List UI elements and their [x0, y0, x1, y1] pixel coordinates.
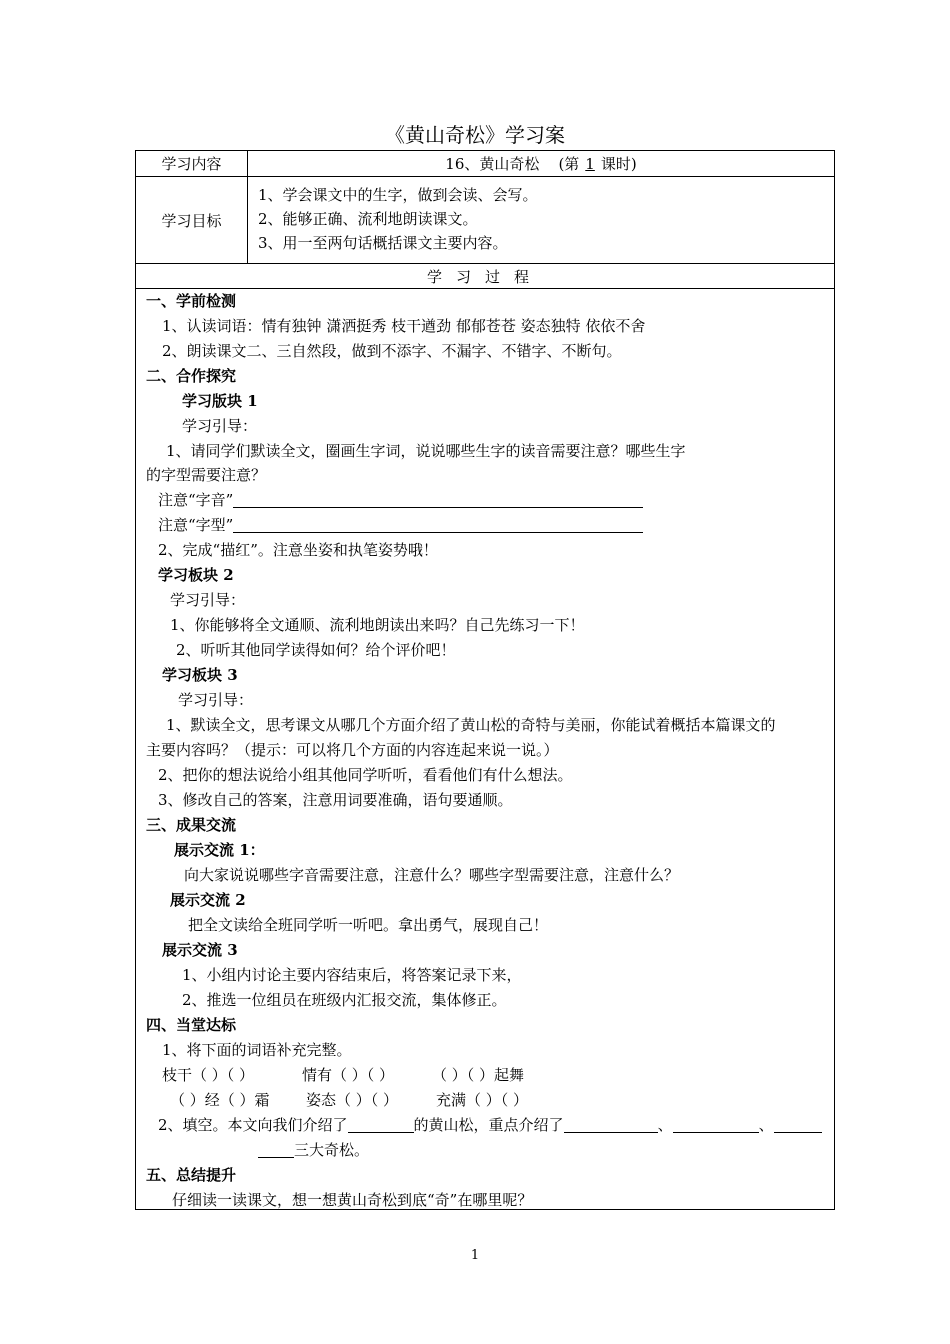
word-blank[interactable]: 充满（ ）（ ） — [436, 1091, 529, 1109]
exchange-title: 展示交流 3 — [162, 941, 238, 959]
note-shape-label: 注意“字型” — [158, 516, 234, 534]
word-blank[interactable]: （ ）（ ）起舞 — [432, 1066, 525, 1084]
text-line: 向大家说说哪些字音需要注意，注意什么？哪些字型需要注意，注意什么？ — [184, 866, 680, 884]
word-blank[interactable]: 情有（ ）（ ） — [302, 1066, 395, 1084]
section-heading: 五、总结提升 — [146, 1166, 237, 1184]
text-line: 2、把你的想法说给小组其他同学听听，看看他们有什么想法。 — [158, 766, 573, 784]
text-line: 1、请同学们默读全文，圈画生字词，说说哪些生字的读音需要注意？哪些生字 — [166, 442, 686, 460]
goal-item: 1、学会课文中的生字，做到会读、会写。 — [258, 186, 538, 204]
text-line: 1、小组内讨论主要内容结束后，将答案记录下来， — [182, 966, 522, 984]
answer-blank[interactable] — [348, 1114, 414, 1133]
guide-label: 学习引导： — [178, 691, 254, 709]
word-blank[interactable]: 枝干（ ）（ ） — [162, 1066, 255, 1084]
text-line: 3、修改自己的答案，注意用词要准确，语句要通顺。 — [158, 791, 513, 809]
note-sound — [158, 488, 643, 512]
answer-blank[interactable] — [258, 1139, 294, 1158]
answer-blank[interactable] — [564, 1114, 658, 1133]
fill-text: 2、填空。本文向我们介绍了 — [158, 1116, 348, 1134]
block-title: 学习板块 3 — [162, 666, 238, 684]
row-content — [136, 151, 834, 177]
process-body — [136, 289, 834, 1209]
answer-blank[interactable] — [233, 489, 643, 508]
fill-sentence — [158, 1113, 822, 1137]
block-title: 学习版块 1 — [182, 392, 258, 410]
section-heading: 四、当堂达标 — [146, 1016, 237, 1034]
section-heading: 二、合作探究 — [146, 367, 237, 385]
fill-text: 、 — [657, 1116, 673, 1134]
page-number: 1 — [470, 1248, 480, 1263]
text-line: 的字型需要注意？ — [146, 466, 267, 484]
text-line: 仔细读一读课文，想一想黄山奇松到底“奇”在哪里呢？ — [172, 1191, 533, 1209]
text-line: 2、完成“描红”。注意坐姿和执笔姿势哦！ — [158, 541, 438, 559]
text-line: 1、默读全文，思考课文从哪几个方面介绍了黄山松的奇特与美丽，你能试着概括本篇课文的 — [166, 716, 776, 734]
text-line: 2、推选一位组员在班级内汇报交流，集体修正。 — [182, 991, 507, 1009]
note-shape — [158, 513, 643, 537]
process-header: 学习过程 — [136, 264, 834, 289]
answer-blank[interactable] — [673, 1114, 759, 1133]
block-title: 学习板块 2 — [158, 566, 234, 584]
text-line: 2、朗读课文二、三自然段，做到不添字、不漏字、不错字、不断句。 — [162, 342, 622, 360]
row-goals — [136, 177, 834, 264]
word-blank[interactable]: 姿态（ ）（ ） — [306, 1091, 399, 1109]
content-value — [248, 151, 834, 176]
exchange-title: 展示交流 2 — [170, 891, 246, 909]
lesson-unit: 课时) — [600, 155, 637, 173]
goal-item: 3、用一至两句话概括课文主要内容。 — [258, 234, 508, 252]
exchange-title: 展示交流 1： — [174, 841, 265, 859]
text-line: 2、听听其他同学读得如何？给个评价吧！ — [176, 641, 456, 659]
fill-text: 、 — [758, 1116, 774, 1134]
answer-blank[interactable] — [233, 514, 643, 533]
section-heading: 一、学前检测 — [146, 292, 237, 310]
goals-list — [248, 177, 834, 263]
guide-label: 学习引导： — [182, 417, 258, 435]
answer-blank[interactable] — [774, 1114, 822, 1133]
section-heading: 三、成果交流 — [146, 816, 237, 834]
label-goals: 学习目标 — [136, 177, 248, 263]
text-line: 1、认读词语：情有独钟 潇洒挺秀 枝干遒劲 郁郁苍苍 姿态独特 依依不舍 — [162, 317, 646, 335]
word-blank[interactable]: （ ）经（ ）霜 — [170, 1091, 270, 1109]
text-line: 1、将下面的词语补充完整。 — [162, 1041, 352, 1059]
text-line: 主要内容吗？（提示：可以将几个方面的内容连起来说一说。） — [146, 741, 559, 759]
label-content: 学习内容 — [136, 151, 248, 176]
text-line: 1、你能够将全文通顺、流利地朗读出来吗？自己先练习一下！ — [170, 616, 585, 634]
study-plan-table — [135, 150, 835, 1210]
page-title: 《黄山奇松》学习案 — [385, 123, 565, 147]
text-line: 把全文读给全班同学听一听吧。拿出勇气，展现自己！ — [188, 916, 549, 934]
fill-sentence-end — [258, 1138, 369, 1162]
fill-text: 三大奇松。 — [294, 1141, 370, 1159]
lesson-title: 16、黄山奇松 (第 — [445, 155, 580, 173]
fill-text: 的黄山松，重点介绍了 — [413, 1116, 564, 1134]
goal-item: 2、能够正确、流利地朗读课文。 — [258, 210, 478, 228]
note-sound-label: 注意“字音” — [158, 491, 234, 509]
guide-label: 学习引导： — [170, 591, 246, 609]
lesson-number: 1 — [585, 154, 595, 173]
